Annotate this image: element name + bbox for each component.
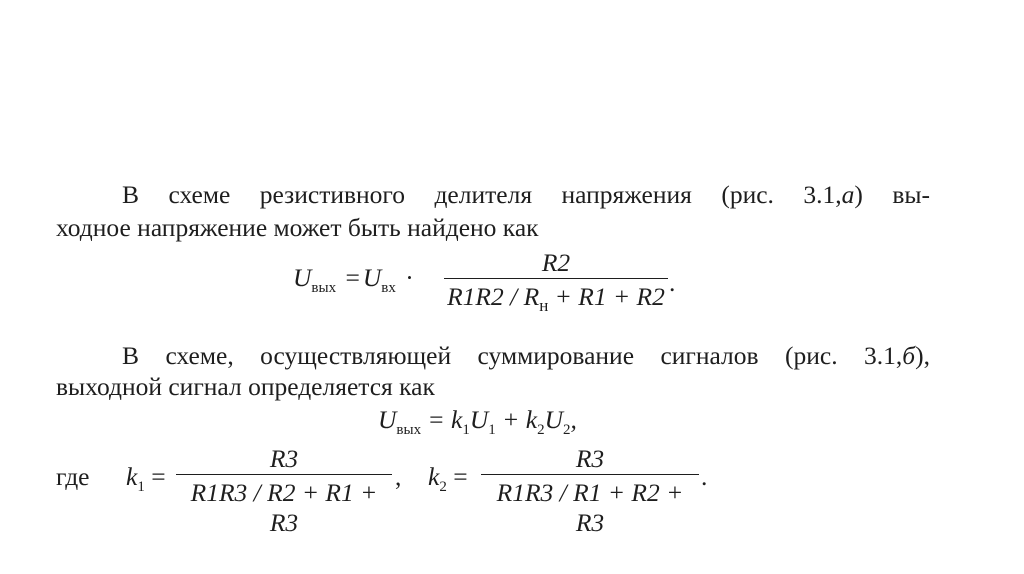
fraction-bar xyxy=(176,474,392,475)
subscript-1: 1 xyxy=(462,422,470,438)
fraction-numerator: R3 xyxy=(575,444,605,473)
formula-1-period: . xyxy=(669,268,676,297)
subscript-2: 2 xyxy=(439,479,447,495)
var-u: U xyxy=(362,263,382,292)
italic-letter: а xyxy=(841,180,855,209)
formula-term: + k xyxy=(495,405,538,434)
subscript-2: 2 xyxy=(537,422,545,438)
var-u: U xyxy=(293,263,312,292)
subscript-in: вх xyxy=(381,280,396,296)
fraction-numerator: R2 xyxy=(541,248,571,277)
formula-term: U xyxy=(544,405,563,434)
subscript-load: н xyxy=(539,296,549,316)
italic-letter: б xyxy=(902,341,916,370)
var-k: k xyxy=(126,462,138,491)
var-k: k xyxy=(428,462,440,491)
formula-1-lhs xyxy=(293,263,417,297)
var-u: U xyxy=(378,405,397,434)
period: . xyxy=(701,462,708,491)
dot-operator: · xyxy=(405,263,414,292)
comma: , xyxy=(570,405,577,434)
fraction-denominator xyxy=(444,282,668,321)
text-span: ), xyxy=(915,341,930,370)
fraction-denominator: R1R3 / R2 + R1 + R3 xyxy=(190,478,378,538)
formula-1-fraction xyxy=(444,248,668,321)
comma: , xyxy=(395,462,402,491)
fraction-bar xyxy=(444,278,668,279)
subscript-out: вых xyxy=(311,280,337,296)
subscript-2: 2 xyxy=(563,422,571,438)
equals-sign: = xyxy=(446,462,468,491)
k2-fraction xyxy=(481,444,699,538)
denominator-part: + R1 + R2 xyxy=(548,282,665,312)
paragraph-1-line-2: ходное напряжение может быть найдено как xyxy=(56,213,539,242)
formula-term: = k xyxy=(427,405,463,434)
k1-fraction xyxy=(176,444,392,538)
equals-sign: = xyxy=(345,263,360,292)
k2-lhs xyxy=(428,462,468,496)
equals-sign: = xyxy=(144,462,166,491)
fraction-bar xyxy=(481,474,699,475)
text-span: В схеме, осуществляющей суммирование сигналов (рис. 3.1, xyxy=(122,341,903,370)
text-span: В схеме резистивного делителя напряжения (рис. 3.1, xyxy=(122,180,842,209)
k1-lhs xyxy=(126,462,166,496)
text-span: ) вы- xyxy=(854,180,930,209)
paragraph-2-line-1 xyxy=(122,340,930,372)
fraction-numerator: R3 xyxy=(269,444,299,473)
subscript-1: 1 xyxy=(488,422,496,438)
word-where: где xyxy=(56,462,90,491)
formula-2 xyxy=(378,405,577,439)
paragraph-1-line-1 xyxy=(122,179,930,211)
subscript-1: 1 xyxy=(137,479,145,495)
paragraph-2-line-2: выходной сигнал определяется как xyxy=(56,372,435,401)
fraction-denominator: R1R3 / R1 + R2 + R3 xyxy=(496,478,684,538)
subscript-out: вых xyxy=(396,422,422,438)
denominator-part: R1R2 / R xyxy=(447,282,540,312)
formula-term: U xyxy=(469,405,489,434)
